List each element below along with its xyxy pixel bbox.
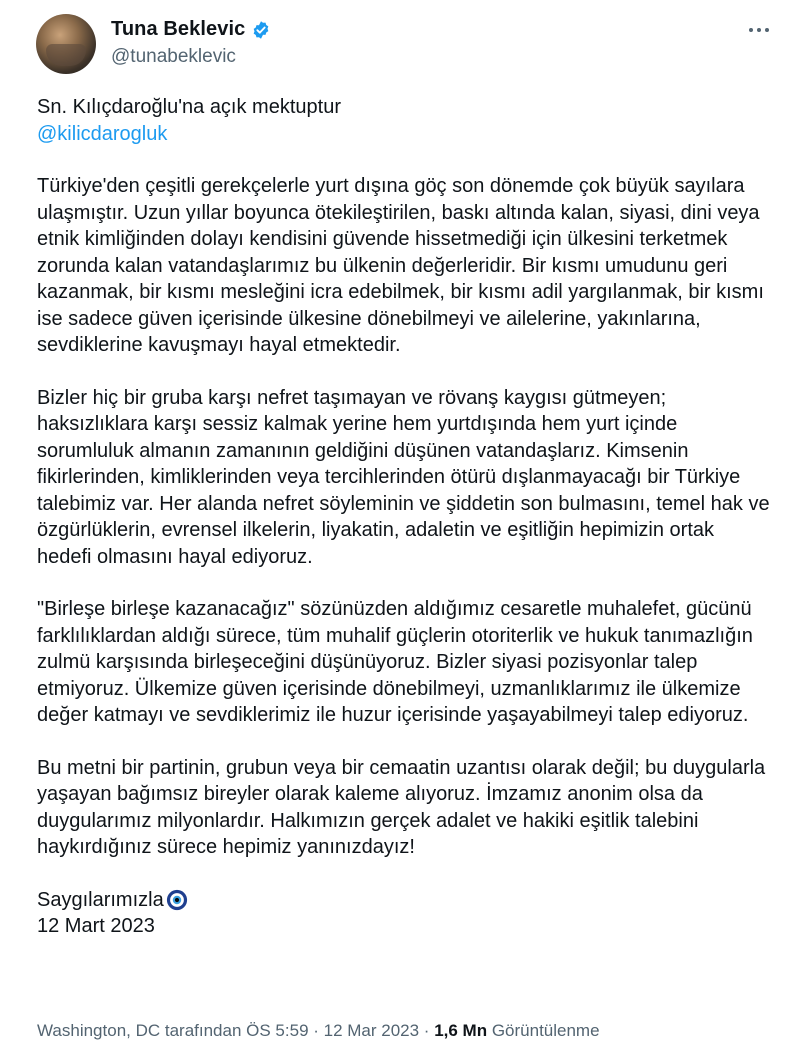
paragraph-2: Bizler hiç bir gruba karşı nefret taşımayan ve rövanş kaygısı gütmeyen; haksızlıklara karşı sessiz kalmak yerine hem yurtdışında hem yurt içinde sorumluluk almanın zamanının geldiğini düşünen vatandaşlarız. Kimsenin fikirlerinden, kimliklerinden veya tercihlerinden ötürü dışlanmayacağı bir Türkiye talebimiz var. Her alanda nefret söyleminin ve şiddetin son bulmasını, temel hak ve özgürlüklerin, evrensel ilkelerin, liyakatin, adaletin ve eşitliğin hepimizin ortak hedefi olmasını hayal ediyoruz. [37,386,770,568]
more-options-icon[interactable] [746,20,772,40]
location-time[interactable]: Washington, DC tarafından ÖS 5:59 · 12 Mar 2023 · [37,1021,435,1040]
author-handle[interactable]: @tunabeklevic [111,46,236,67]
verified-badge-icon [251,20,271,40]
avatar[interactable] [36,14,96,74]
letter-date: 12 Mart 2023 [37,915,155,937]
author-display-name[interactable]: Tuna Beklevic [111,18,246,40]
tweet-title: Sn. Kılıçdaroğlu'na açık mektuptur [37,96,341,118]
views-count: 1,6 Mn [434,1021,488,1040]
closing-line [37,887,772,914]
closing-text: Saygılarımızla [37,888,164,911]
tweet-meta [37,1021,600,1041]
tweet-header [36,14,776,76]
paragraph-1: Türkiye'den çeşitli gerekçelerle yurt dışına göç son dönemde çok büyük sayılara ulaşmıştır. Uzun yıllar boyunca ötekileştirilen, baskı altında kalan, siyasi, dini veya etnik kimliğinden dolayı kendisini güvende hissetmediği için ülkesini terketmek zorunda kalan vatandaşlarımız bu ülkenin değerleridir. Bir kısmı umudunu geri kazanmak, bir kısmı mesleğini icra edebilmek, bir kısmı adil yargılanmak, bir kısmı ise sadece güven içerisinde ülkesine dönebilmeyi ve ailelerine, yakınlarına, sevdiklerine kavuşmayı hayal etmektedir. [37,175,764,356]
paragraph-4: Bu metni bir partinin, grubun veya bir cemaatin uzantısı olarak değil; bu duygularla yaşayan bağımsız bireyler olarak kaleme alıyoruz. İmzamız anonim olsa da duygularımız milyonlardır. Halkımızın gerçek adalet ve hakiki eşitlik talebini haykırdığınız sürece hepimiz yanınızdayız! [37,756,766,858]
name-row [111,18,271,41]
views-label: Görüntülenme [487,1021,600,1040]
evil-eye-icon [166,889,188,911]
tweet-text [37,94,772,940]
paragraph-3: "Birleşe birleşe kazanacağız" sözünüzden aldığımız cesaretle muhalefet, gücünü farklılıklardan aldığı sürece, tüm muhalif güçlerin otoriterlik ve hukuk tanımazlığın zulmü karşısında birleşeceğini düşünüyoruz. Bizler siyasi pozisyonlar talep etmiyoruz. Ülkemize güven içerisinde dönebilmeyi, uzmanlıklarımız ile ülkemize değer katmayı ve sevdiklerimiz ile huzur içerisinde yaşayabilmeyi talep ediyoruz. [37,598,753,726]
mention-link[interactable]: @kilicdarogluk [37,122,168,145]
